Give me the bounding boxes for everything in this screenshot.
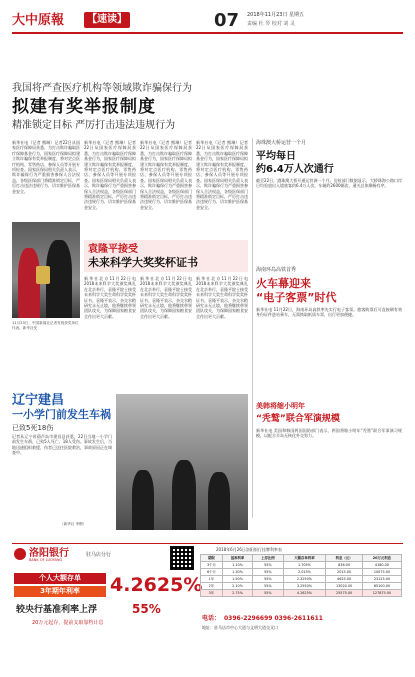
rate-cell: 4180.00	[362, 562, 401, 569]
bank-advertisement	[12, 543, 403, 677]
ad-note: 20万元起存，提前支取靠档计息	[32, 620, 104, 626]
rate-cell: 3年	[201, 590, 223, 597]
rate-cell: 10075.00	[362, 569, 401, 576]
story3-body: 记者从辽宁省葫芦岛市建昌县获悉，22日当地一小学门前发生车祸，已致5人死亡、18人受伤。事故发生后，当地迅速组织救援，伤者已送往医院救治，事故原因正在调查中。	[12, 434, 112, 456]
ad-badge-deposit: 个人大额存单	[14, 573, 106, 584]
phone-numbers: 0396-2296699 0396-2611611	[224, 615, 323, 622]
rate-cell: 1年	[201, 576, 223, 583]
column-divider	[252, 138, 253, 518]
lead-body-col3: 新华社电（记者 熊琳）记者22日从国家医疗保障局获悉，为打击欺诈骗取医疗保障基金行为，国家医疗保障局拟建立欺诈骗保有奖举报制度，将对定点医疗机构、零售药店、参保人员等开展专项检查。国家医保局相关负责人表示，欺诈骗保行为严重损害参保人合法权益，各级医保部门将精准锁定目标，严厉打击违法违规行为，切实维护医保基金安全。	[140, 140, 192, 210]
block3-head: 美韩将缩小明年	[256, 402, 305, 410]
bank-logo-icon	[14, 548, 26, 560]
rate-cell: 23125.00	[362, 576, 401, 583]
lead-body-col2: 新华社电（记者 熊琳）记者22日从国家医疗保障局获悉，为打击欺诈骗取医疗保障基金行为，国家医疗保障局拟建立欺诈骗保有奖举报制度，将对定点医疗机构、零售药店、参保人员等开展专项检查。国家医保局相关负责人表示，欺诈骗保行为严重损害参保人合法权益，各级医保部门将精准锁定目标，严厉打击违法违规行为，切实维护医保基金安全。	[84, 140, 136, 210]
rate-table	[200, 554, 402, 597]
table-row	[201, 562, 402, 569]
story2-title-1: 袁隆平接受	[88, 244, 138, 255]
story2-title-box	[84, 240, 248, 272]
rate-cell: 2.3250%	[283, 576, 326, 583]
rate-col-header: 利息（元）	[326, 555, 363, 562]
bank-address: 地址：驻马店市中心大道与文明大道交叉口	[202, 625, 278, 630]
block1-head: 海珠澳大桥运营一个月	[256, 140, 307, 146]
rate-cell: 2.10%	[222, 583, 252, 590]
block2-title-2: “电子客票”时代	[256, 291, 337, 304]
rate-cell: 2.75%	[222, 590, 252, 597]
rate-cell: 1.50%	[222, 576, 252, 583]
rate-col-header: 上浮比例	[253, 555, 283, 562]
rate-cell: 55%	[253, 583, 283, 590]
rate-cell: 13020.00	[326, 583, 363, 590]
rate-cell: 25575.00	[326, 590, 363, 597]
rate-cell: 65100.00	[362, 583, 401, 590]
block3-title: “秃鹫”联合军演规模	[256, 414, 340, 424]
rate-col-header: 20万元利息	[362, 555, 401, 562]
story3-subtitle: 已致5死18伤	[12, 424, 54, 432]
table-row	[201, 583, 402, 590]
rate-cell: 55%	[253, 569, 283, 576]
lead-subtitle: 精准锁定目标 严厉打击违法违规行为	[12, 120, 176, 131]
lead-body-col4: 新华社电（记者 熊琳）记者22日从国家医疗保障局获悉，为打击欺诈骗取医疗保障基金行为，国家医疗保障局拟建立欺诈骗保有奖举报制度，将对定点医疗机构、零售药店、参保人员等开展专项检查。国家医保局相关负责人表示，欺诈骗保行为严重损害参保人合法权益，各级医保部门将精准锁定目标，严厉打击违法违规行为，切实维护医保基金安全。	[196, 140, 248, 210]
rate-cell: 55%	[253, 576, 283, 583]
block2-body: 新华社电 11月22日，海南环岛高铁率先实行电子客票。旅客购票后可直接刷有效身份证件进站乘车，无需换取纸质车票，出行更加便捷。	[256, 307, 402, 318]
rate-col-header: 大额存单利率	[283, 555, 326, 562]
rate-cell: 3.2550%	[283, 583, 326, 590]
rate-table-wrap	[200, 554, 402, 597]
story2-body-col2: 新华社北京11月22日电 2018未来科学大奖颁奖典礼在北京举行，袁隆平院士接受未来科学大奖生命科学奖奖杯证书。袁隆平表示，杂交水稻研究永无止境，他将继续带领团队攻关，为保障国家粮食安全作出更大贡献。	[140, 276, 192, 319]
rate-cell: 4625.00	[326, 576, 363, 583]
rate-cell: 127875.00	[362, 590, 401, 597]
rate-cell: 3个月	[201, 562, 223, 569]
lead-headline: 拟建有奖举报制度	[12, 97, 156, 117]
table-row	[201, 576, 402, 583]
block3-body: 新华社电 美国和韩国两国国防部门表示，两国将缩小明年“秃鹫”联合军事演习规模，以配合半岛无核化外交努力。	[256, 428, 402, 439]
person-figure	[172, 460, 196, 530]
ad-top-rule	[12, 543, 403, 544]
rate-cell: 1.10%	[222, 562, 252, 569]
rate-cell: 4.2625%	[283, 590, 326, 597]
issue-date: 2018年11月23日 星期五	[247, 12, 305, 18]
rate-col-header: 基准利率	[222, 555, 252, 562]
ad-slogan-percent: 55%	[132, 602, 161, 616]
phone-label: 电话：	[202, 615, 221, 622]
story3-byline: （新华社 李钢）	[60, 522, 87, 526]
photo-caption: 11月23日，中国新闻社记者发现获奖单位代表。新华社发	[12, 321, 79, 330]
rate-cell: 55%	[253, 562, 283, 569]
story2-body-col1: 新华社北京11月22日电 2018未来科学大奖颁奖典礼在北京举行，袁隆平院士接受未来科学大奖生命科学奖奖杯证书。袁隆平表示，杂交水稻研究永无止境，他将继续带领团队攻关，为保障国家粮食安全作出更大贡献。	[84, 276, 136, 319]
rate-cell: 2年	[201, 583, 223, 590]
bank-branch: 驻马店分行	[86, 552, 112, 558]
rate-cell: 1.30%	[222, 569, 252, 576]
story2-body-col3: 新华社北京11月22日电 2018未来科学大奖颁奖典礼在北京举行，袁隆平院士接受未来科学大奖生命科学奖奖杯证书。袁隆平表示，杂交水稻研究永无止境，他将继续带领团队攻关，为保障国家粮食安全作出更大贡献。	[196, 276, 248, 319]
lead-kicker: 我国将严查医疗机构等领域欺诈骗保行为	[12, 83, 192, 94]
block2-head: 海南环岛高铁首秀	[256, 267, 297, 273]
person-figure	[208, 472, 230, 530]
rate-cell: 2.015%	[283, 569, 326, 576]
block2-title: 火车幕迎来	[256, 277, 311, 290]
award-photo	[12, 222, 80, 318]
bank-name: 洛阳银行	[29, 548, 69, 559]
bank-name-en: BANK OF LUOYANG	[29, 558, 63, 562]
block1-title: 平均每日	[256, 151, 296, 162]
table-row	[201, 590, 402, 597]
rate-col-header: 期限	[201, 555, 223, 562]
editor-credits: 责编 杜 琴 校对 刘 灵	[247, 21, 295, 27]
rate-cell: 55%	[253, 590, 283, 597]
block1-body: 截至22日，港珠澳大桥开通运营满一个月。边检部门数据显示，大桥珠海公路口岸日均验放出入境旅客约6.4万人次，车辆约2600辆次，通关总体顺畅有序。	[256, 178, 402, 189]
header-rule	[12, 32, 403, 34]
rate-cell: 6个月	[201, 569, 223, 576]
accident-scene-photo	[116, 394, 248, 530]
newspaper-logo: 大中原報	[12, 13, 65, 28]
story3-title-1: 辽宁建昌	[12, 393, 65, 408]
ad-badge-term: 3年期年利率	[14, 586, 106, 597]
rate-table-header	[201, 555, 402, 562]
rate-cell: 836.00	[326, 562, 363, 569]
trophy-icon	[36, 266, 50, 284]
block1-title-2: 约6.4万人次通行	[256, 164, 334, 175]
rate-cell: 1.705%	[283, 562, 326, 569]
ad-rate: 4.2625%	[110, 574, 203, 596]
page-number: 07	[214, 10, 240, 31]
story2-title-2: 未来科学大奖奖杯证书	[88, 256, 198, 269]
rate-cell: 2015.00	[326, 569, 363, 576]
qr-code-icon	[170, 546, 194, 570]
table-row	[201, 569, 402, 576]
lead-body-col1: 新华社电（记者 熊琳）记者22日从国家医疗保障局获悉，为打击欺诈骗取医疗保障基金行为，国家医疗保障局拟建立欺诈骗保有奖举报制度，将对定点医疗机构、零售药店、参保人员等开展专项检查。国家医保局相关负责人表示，欺诈骗保行为严重损害参保人合法权益，各级医保部门将精准锁定目标，严厉打击违法违规行为，切实维护医保基金安全。	[12, 140, 80, 194]
rate-table-title: 2018年6月26日洛阳银行挂牌利率表	[216, 547, 282, 552]
story3-title-2: 一小学门前发生车祸	[12, 408, 111, 421]
ad-slogan: 较央行基准利率上浮	[16, 605, 98, 615]
section-tag: 【速读】	[84, 12, 130, 28]
person-figure	[132, 470, 154, 530]
